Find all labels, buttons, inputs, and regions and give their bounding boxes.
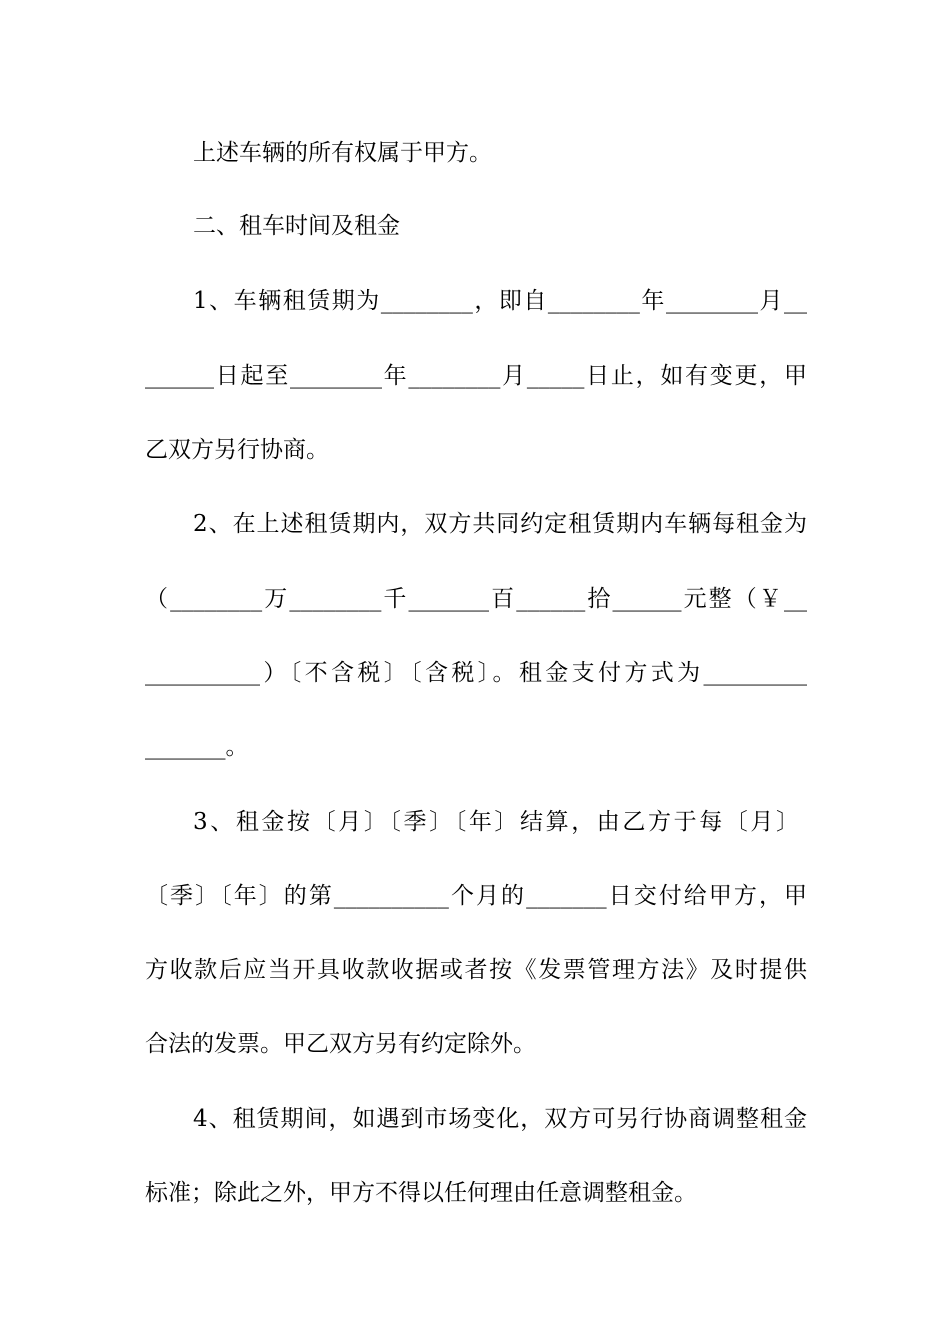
paragraph-ownership: 上述车辆的所有权属于甲方。 <box>193 140 492 166</box>
section-heading-rental-time-and-rent: 二、租车时间及租金 <box>193 213 400 239</box>
clause-4-line-2: 标准；除此之外，甲方不得以任何理由任意调整租金。 <box>145 1180 697 1206</box>
clause-2-line-4: _______。 <box>145 734 249 760</box>
clause-2-line-3: __________）〔不含税〕〔含税〕。租金支付方式为_________ <box>145 660 807 686</box>
clause-2-line-1: 2、在上述租赁期内，双方共同约定租赁期内车辆每租金为 <box>193 511 807 537</box>
clause-3-line-4: 合法的发票。甲乙双方另有约定除外。 <box>145 1031 536 1057</box>
clause-1-line-1: 1、车辆租赁期为________，即自________年________月__ <box>193 288 807 314</box>
clause-3-line-1: 3、租金按〔月〕〔季〕〔年〕结算，由乙方于每〔月〕 <box>193 809 799 835</box>
clause-4-line-1: 4、租赁期间，如遇到市场变化，双方可另行协商调整租金 <box>193 1106 807 1132</box>
clause-2-line-2: （________万________千_______百______拾______元整（￥__ <box>145 586 807 612</box>
clause-3-line-3: 方收款后应当开具收款收据或者按《发票管理方法》及时提供 <box>145 957 807 983</box>
clause-1-line-2: ______日起至________年________月_____日止，如有变更，甲 <box>145 363 807 389</box>
clause-3-line-2: 〔季〕〔年〕的第__________个月的_______日交付给甲方，甲 <box>145 883 807 909</box>
clause-1-line-3: 乙双方另行协商。 <box>145 437 329 463</box>
